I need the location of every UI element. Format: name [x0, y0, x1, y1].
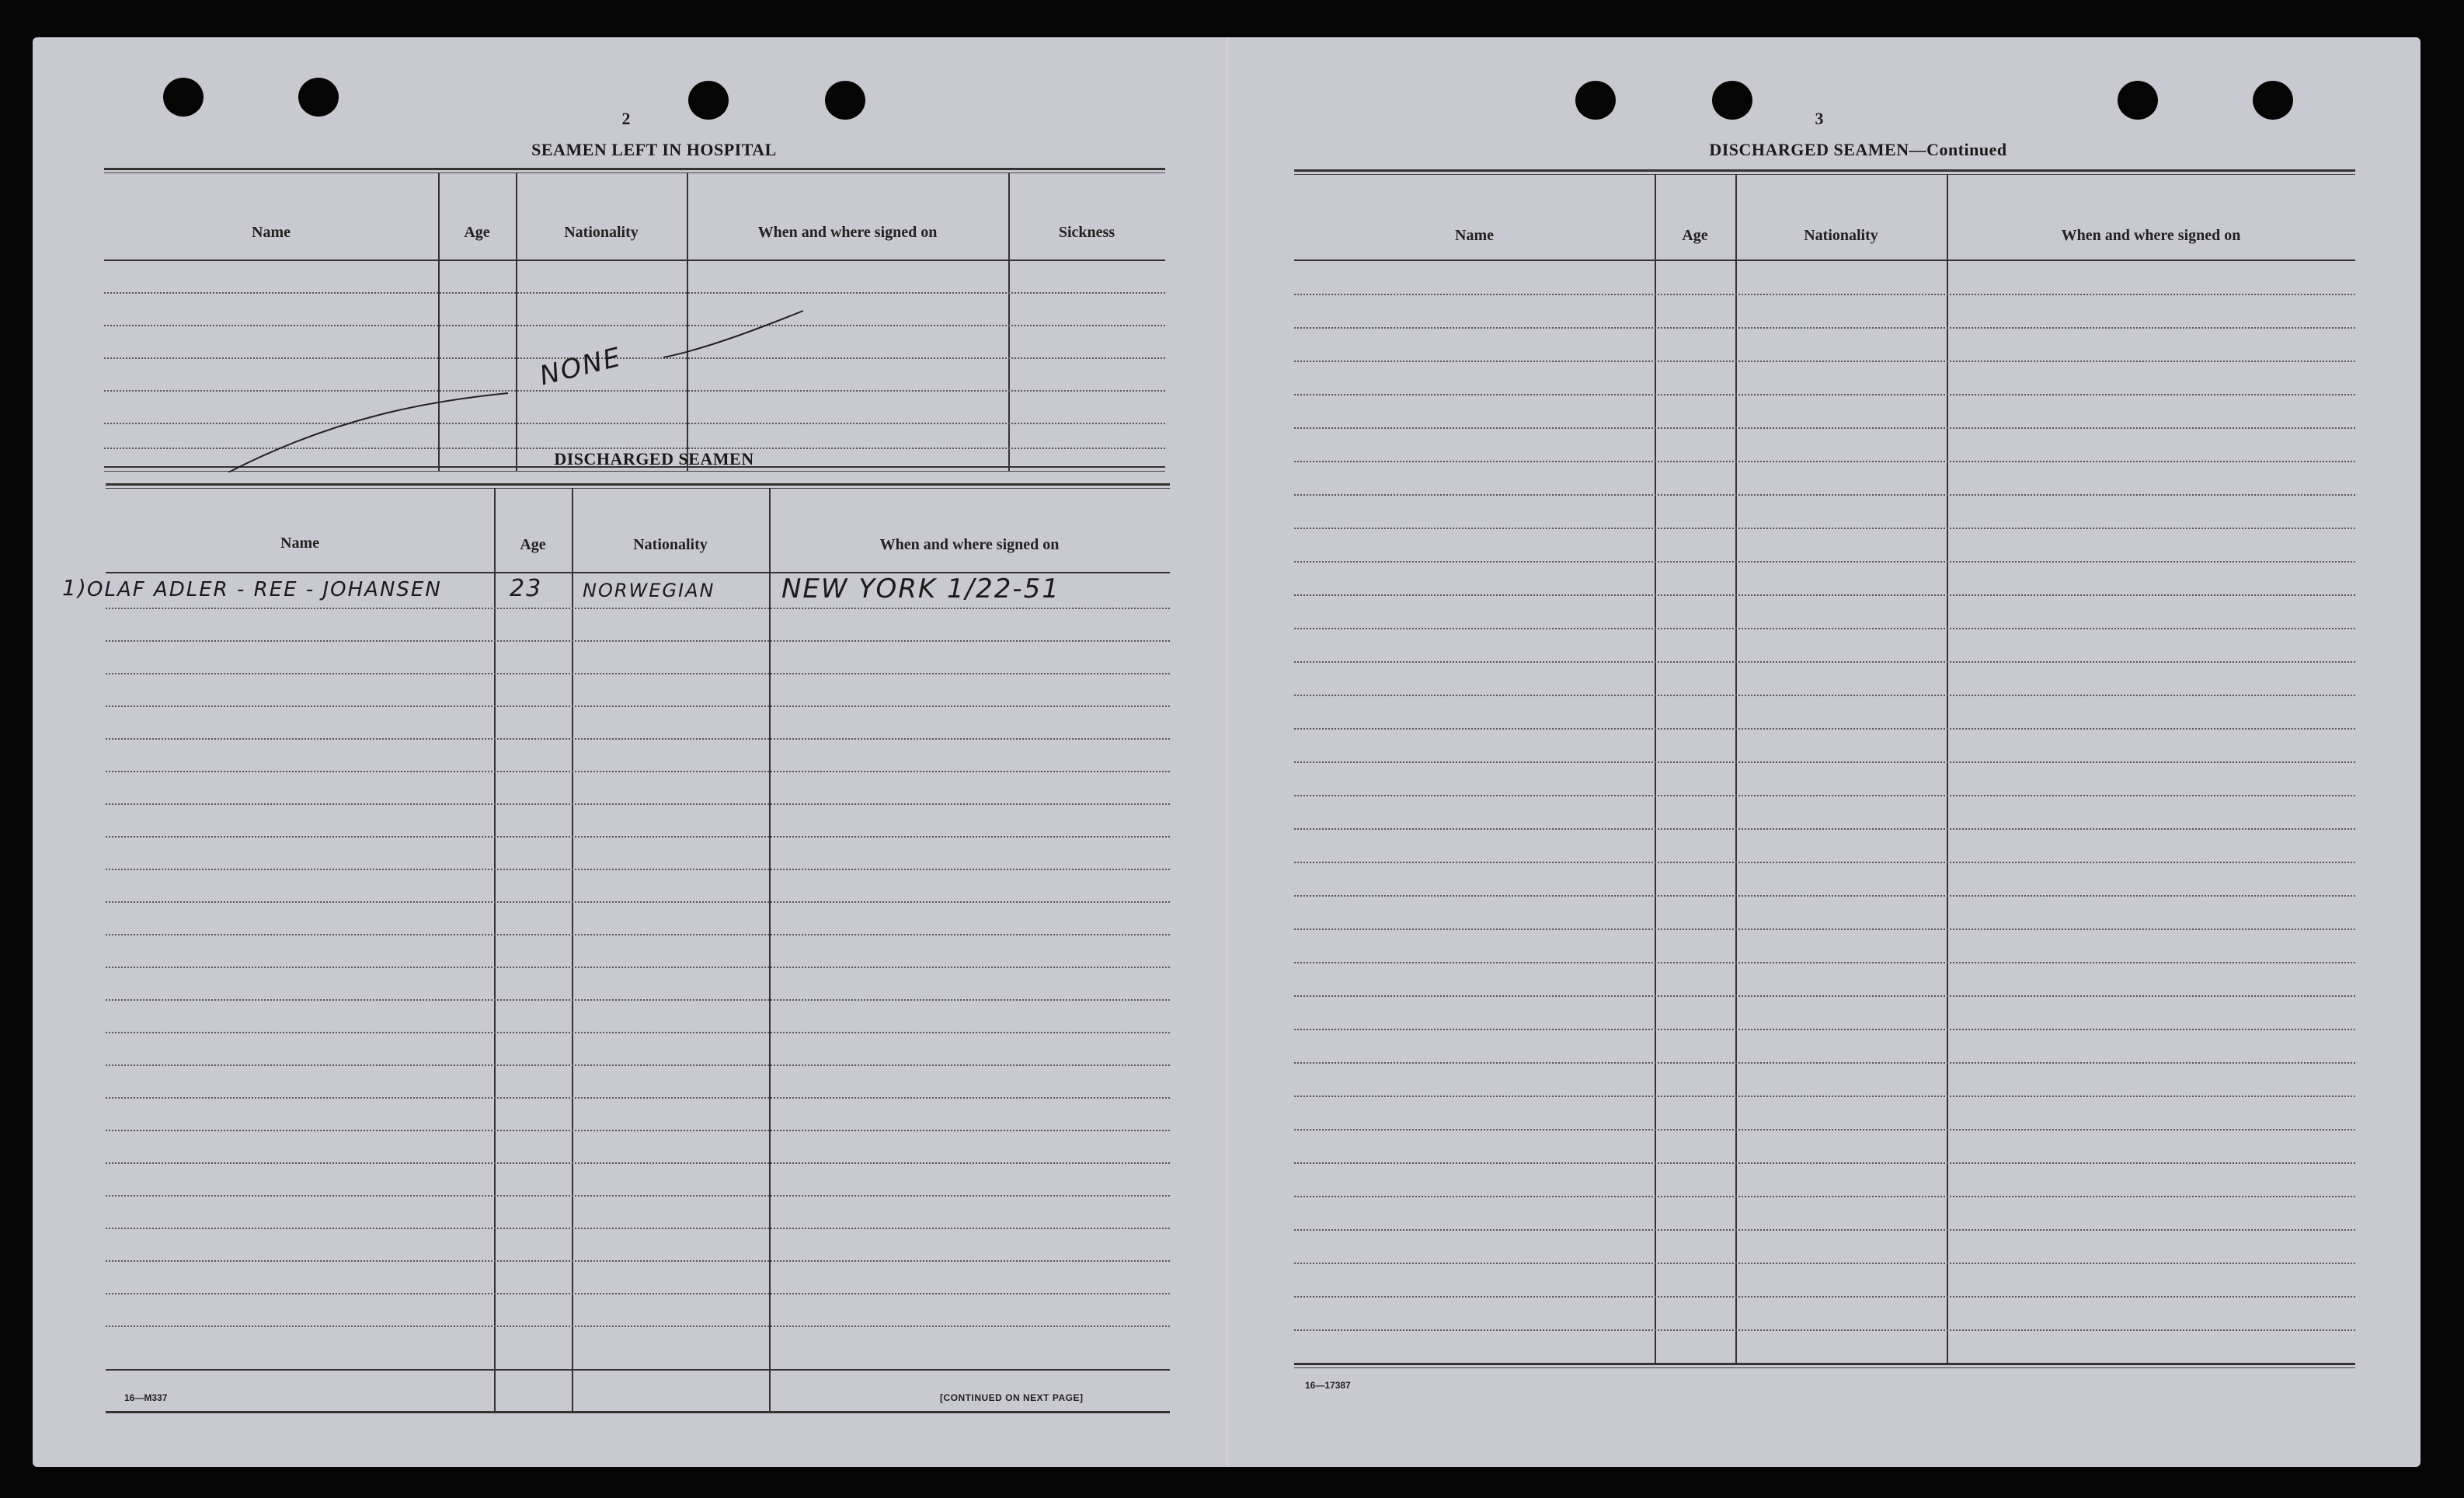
ruled-line — [1294, 795, 2355, 796]
ruled-line — [1294, 862, 2355, 863]
discharged-table — [62, 483, 1170, 1416]
ruled-line — [106, 1195, 1170, 1197]
ruled-line — [1294, 828, 2355, 830]
entry-nationality: NORWEGIAN — [583, 580, 715, 601]
ruled-line — [106, 738, 1170, 740]
ruled-line — [1294, 561, 2355, 563]
left-page-number: 2 — [621, 109, 631, 128]
ruled-line — [106, 1293, 1170, 1294]
ruled-line — [1294, 528, 2355, 529]
ruled-line — [1294, 1329, 2355, 1331]
ruled-line — [1294, 594, 2355, 596]
ruled-line — [106, 1260, 1170, 1262]
ruled-line — [106, 608, 1170, 609]
ruled-line — [106, 803, 1170, 805]
ruled-line — [106, 771, 1170, 772]
ruled-line — [1294, 895, 2355, 897]
ruled-line — [106, 673, 1170, 674]
discharged-section-title: DISCHARGED SEAMEN — [554, 449, 754, 469]
ruled-line — [106, 1162, 1170, 1164]
ruled-line — [106, 1032, 1170, 1033]
right-title-main: DISCHARGED SEAMEN — [1709, 140, 1909, 159]
hospital-col-sickness: Sickness — [1058, 224, 1115, 241]
punch-hole — [2118, 81, 2158, 120]
right-col-nationality: Nationality — [1804, 227, 1878, 244]
ruled-line — [106, 705, 1170, 707]
discharged-col-age: Age — [520, 536, 546, 553]
right-col-name: Name — [1455, 227, 1494, 244]
entry-name: OLAF ADLER - REE - JOHANSEN — [87, 578, 442, 601]
ruled-line — [1294, 995, 2355, 997]
discharged-continued-table — [1294, 169, 2355, 1413]
ruled-line — [106, 1064, 1170, 1066]
punch-hole — [1575, 81, 1616, 120]
ruled-line — [1294, 394, 2355, 395]
ruled-line — [1294, 361, 2355, 362]
ruled-line — [1294, 1229, 2355, 1231]
ruled-line — [1294, 1062, 2355, 1064]
ruled-line — [106, 1228, 1170, 1229]
ruled-line — [1294, 1263, 2355, 1264]
ruled-line — [1294, 761, 2355, 763]
punch-hole — [163, 78, 204, 117]
ruled-line — [106, 869, 1170, 870]
right-title-continued: —Continued — [1909, 140, 2007, 159]
right-section-title — [1509, 140, 2208, 160]
punch-hole — [298, 78, 339, 117]
ruled-line — [106, 999, 1170, 1001]
punch-hole — [688, 81, 729, 120]
document-sheet — [33, 37, 2420, 1467]
discharged-col-name: Name — [280, 535, 319, 552]
ruled-line — [1294, 628, 2355, 629]
punch-hole — [825, 81, 865, 120]
continued-note: [CONTINUED ON NEXT PAGE] — [940, 1392, 1084, 1403]
punch-hole — [2253, 81, 2293, 120]
right-col-signed-on: When and where signed on — [2061, 227, 2241, 244]
page-fold — [1227, 37, 1228, 1467]
discharged-col-nationality: Nationality — [633, 536, 708, 553]
hospital-none-entry: NONE — [536, 341, 625, 392]
hospital-section-title: SEAMEN LEFT IN HOSPITAL — [531, 140, 777, 159]
ruled-line — [106, 934, 1170, 935]
ruled-line — [1294, 1162, 2355, 1164]
hospital-col-nationality: Nationality — [564, 224, 639, 241]
ruled-line — [106, 1130, 1170, 1131]
entry-marker: 1) — [62, 575, 88, 601]
ruled-line — [1294, 1196, 2355, 1197]
ruled-line — [106, 640, 1170, 642]
right-col-age: Age — [1682, 227, 1708, 244]
punch-hole — [1712, 81, 1752, 120]
ruled-line — [1294, 494, 2355, 496]
ruled-line — [1294, 695, 2355, 696]
ruled-line — [106, 836, 1170, 838]
ruled-line — [1294, 661, 2355, 663]
ruled-line — [1294, 1129, 2355, 1130]
discharged-col-signed-on: When and where signed on — [879, 536, 1060, 553]
ruled-line — [1294, 928, 2355, 930]
hospital-col-signed-on: When and where signed on — [757, 224, 938, 241]
ruled-line — [1294, 1096, 2355, 1097]
ruled-line — [1294, 294, 2355, 295]
ruled-line — [106, 901, 1170, 903]
ruled-line — [1294, 327, 2355, 329]
ruled-line — [1294, 427, 2355, 429]
ruled-line — [1294, 1029, 2355, 1030]
right-page-number: 3 — [1815, 109, 1824, 128]
ruled-line — [1294, 1296, 2355, 1298]
ruled-line — [1294, 728, 2355, 730]
hospital-col-age: Age — [464, 224, 490, 241]
ruled-line — [106, 1097, 1170, 1099]
left-form-number: 16—M337 — [124, 1392, 168, 1403]
ruled-line — [1294, 962, 2355, 963]
ruled-line — [106, 967, 1170, 968]
hospital-table — [104, 168, 1165, 472]
ruled-line — [106, 1326, 1170, 1327]
right-form-number: 16—17387 — [1305, 1380, 1351, 1391]
ruled-line — [1294, 461, 2355, 462]
entry-signed-on: NEW YORK 1/22-51 — [781, 573, 1060, 604]
entry-age: 23 — [510, 575, 543, 602]
hospital-col-name: Name — [252, 224, 291, 241]
hospital-strike-line — [104, 168, 1165, 472]
